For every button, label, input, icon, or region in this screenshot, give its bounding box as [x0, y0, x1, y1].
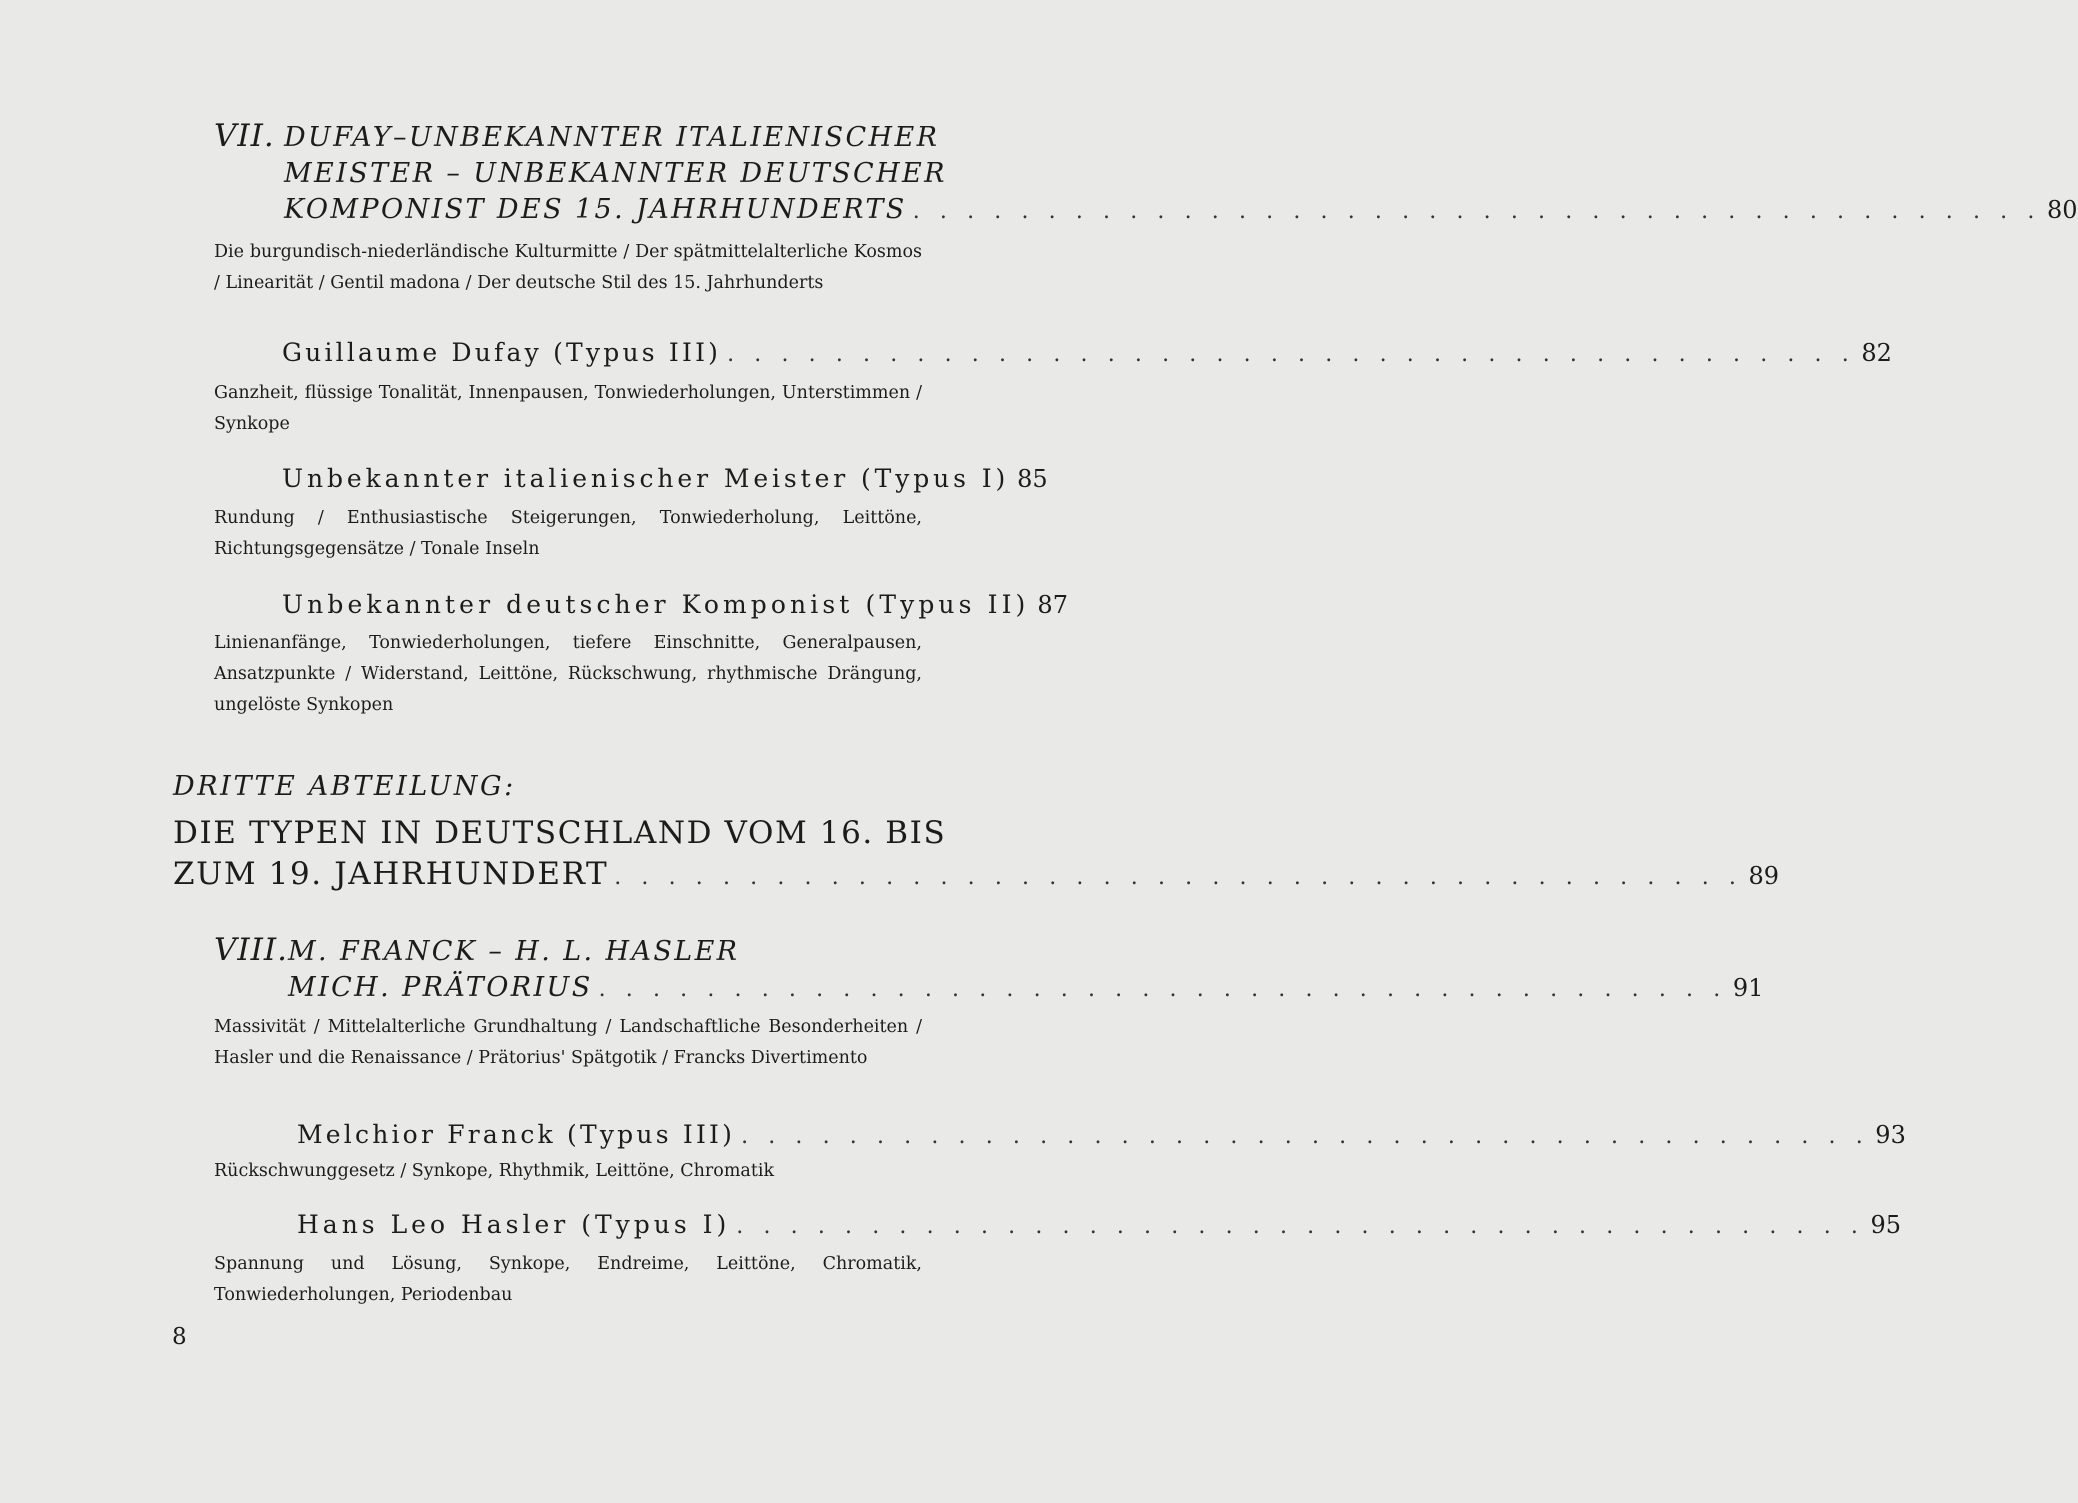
page-number: 91: [1732, 974, 1764, 1002]
section-title: Melchior Franck (Typus III): [297, 1120, 736, 1149]
dot-leader: . . . . . . . . . . . . . . . . . . . . . . . . . . . . . . . . . . . . . . . . . .: [614, 865, 1743, 890]
page-number: 82: [1861, 339, 1892, 367]
chapter-8-description: Massivität / Mittelalterliche Grundhaltung / Landschaftliche Besonderheiten / Hasler und die Renaissance / Prätorius' Spätgotik / Francks Divertimento: [214, 1017, 922, 1068]
chapter-7-description: Die burgundisch-niederländische Kulturmitte / Der spätmittelalterliche Kosmos / Linearität / Gentil madona / Der deutsche Stil des 15. Jahrhunderts: [214, 242, 922, 293]
page-folio: 8: [172, 1324, 187, 1350]
chapter-7-entry[interactable]: [284, 194, 2078, 225]
chapter-7-title-line1: DUFAY–UNBEKANNTER ITALIENISCHER: [284, 122, 940, 153]
page-number: 95: [1870, 1211, 1902, 1239]
page-number: 89: [1748, 862, 1780, 890]
chapter-8-title-line1: M. FRANCK – H. L. HASLER: [288, 936, 740, 967]
page-number: 93: [1875, 1121, 1906, 1149]
section-title: Unbekannter deutscher Komponist (Typus II): [282, 590, 1030, 619]
chapter-7-number: VII.: [214, 118, 275, 154]
page-number: 85: [1017, 465, 1048, 493]
page-number: 80: [2046, 196, 2078, 224]
dot-leader: . . . . . . . . . . . . . . . . . . . . . . . . . . . . . . . . . . . . . . . . . .: [912, 199, 2041, 224]
section-description: Rundung / Enthusiastische Steigerungen, Tonwiederholung, Leittöne, Richtungsgegensätze / Tonale Inseln: [214, 508, 922, 559]
dot-leader: . . . . . . . . . . . . . . . . . . . . . . . . . . . . . . . . . . . . . . . . . .: [727, 342, 1856, 367]
section-title: Unbekannter italienischer Meister (Typus I): [282, 464, 1010, 493]
section-entry[interactable]: [297, 1120, 1906, 1149]
section-title: Hans Leo Hasler (Typus I): [297, 1210, 731, 1239]
chapter-8-number: VIII.: [214, 932, 288, 968]
section-description: Rückschwunggesetz / Synkope, Rhythmik, Leittöne, Chromatik: [214, 1161, 775, 1181]
chapter-7-title-line3: KOMPONIST DES 15. JAHRHUNDERTS: [284, 194, 907, 225]
part-entry[interactable]: [173, 856, 1780, 892]
dot-leader: . . . . . . . . . . . . . . . . . . . . . . . . . . . . . . . . . . . . . . . . . .: [598, 977, 1727, 1002]
part-title-line2: ZUM 19. JAHRHUNDERT: [173, 856, 609, 892]
chapter-8-title-line2: MICH. PRÄTORIUS: [288, 972, 593, 1003]
section-description: Linienanfänge, Tonwiederholungen, tiefere Einschnitte, Generalpausen, Ansatzpunkte / Widerstand, Leittöne, Rückschwung, rhythmische Drängung, ungelöste Synkopen: [214, 633, 922, 715]
chapter-8-entry[interactable]: [288, 972, 1764, 1003]
section-entry[interactable]: [282, 338, 1892, 367]
part-title-line1: DIE TYPEN IN DEUTSCHLAND VOM 16. BIS: [173, 815, 947, 851]
section-description: Ganzheit, flüssige Tonalität, Innenpausen, Tonwiederholungen, Unterstimmen / Synkope: [214, 383, 922, 434]
section-entry[interactable]: [297, 1210, 1902, 1239]
section-title: Guillaume Dufay (Typus III): [282, 338, 722, 367]
section-entry[interactable]: [282, 590, 1068, 619]
section-entry[interactable]: [282, 464, 1048, 493]
page-number: 87: [1037, 591, 1068, 619]
section-description: Spannung und Lösung, Synkope, Endreime, Leittöne, Chromatik, Tonwiederholungen, Periodenbau: [214, 1254, 922, 1305]
dot-leader: . . . . . . . . . . . . . . . . . . . . . . . . . . . . . . . . . . . . . . . . . .: [741, 1124, 1870, 1149]
dot-leader: . . . . . . . . . . . . . . . . . . . . . . . . . . . . . . . . . . . . . . . . . .: [736, 1214, 1865, 1239]
chapter-7-title-line2: MEISTER – UNBEKANNTER DEUTSCHER: [284, 158, 947, 189]
part-label: DRITTE ABTEILUNG:: [173, 771, 516, 802]
